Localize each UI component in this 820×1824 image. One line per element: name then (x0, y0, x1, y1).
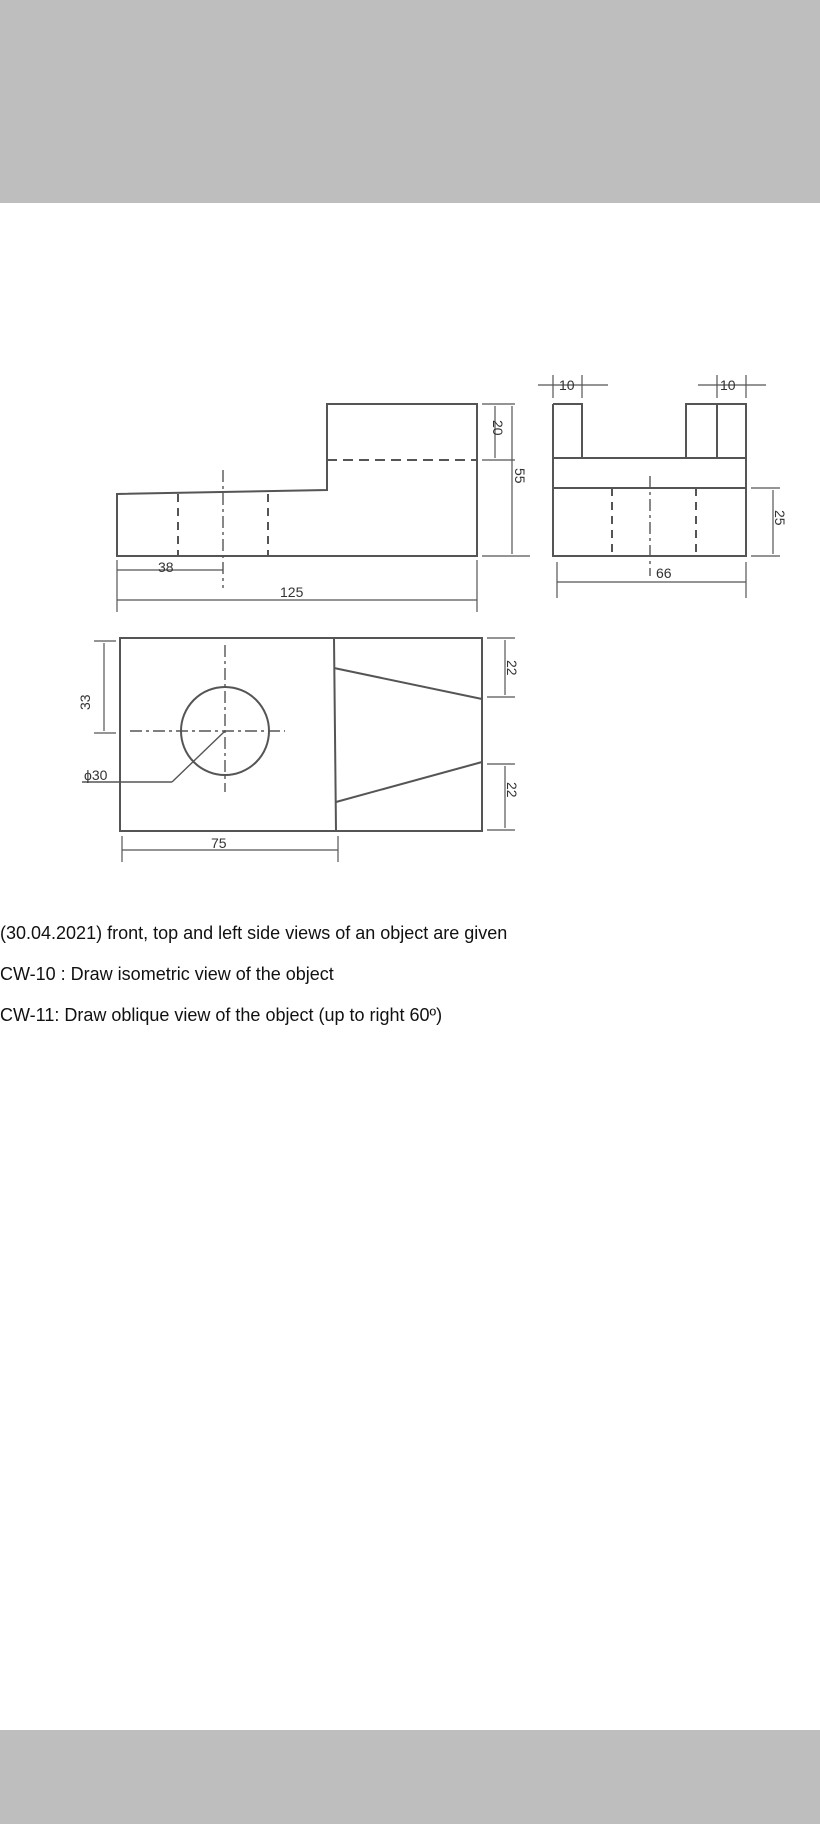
dim-step-length: 75 (211, 835, 227, 851)
orthographic-drawing (0, 330, 820, 890)
dim-hole-diameter: ϕ30 (84, 767, 108, 783)
dim-left-wall: 10 (559, 377, 575, 393)
dim-right-wall: 10 (720, 377, 736, 393)
dim-slot-bottom: 22 (504, 782, 520, 798)
dim-slot-depth: 20 (490, 420, 506, 436)
dim-base-height: 25 (772, 510, 788, 526)
top-gray-band (0, 0, 820, 203)
dim-hole-center: 33 (77, 694, 93, 710)
front-view-outline (117, 404, 477, 556)
caption-cw11: CW-11: Draw oblique view of the object (up to right 60º) (0, 1005, 443, 1025)
dim-overall-length: 125 (280, 584, 304, 600)
caption-given-views: (30.04.2021) front, top and left side views of an object are given (0, 923, 508, 943)
caption-cw10: CW-10 : Draw isometric view of the object (0, 964, 334, 984)
dim-overall-height: 55 (512, 468, 528, 484)
bottom-gray-band (0, 1730, 820, 1824)
dim-slot-top: 22 (504, 660, 520, 676)
top-view-outline (120, 638, 482, 831)
dim-hole-offset: 38 (158, 559, 174, 575)
dim-side-width: 66 (656, 565, 672, 581)
